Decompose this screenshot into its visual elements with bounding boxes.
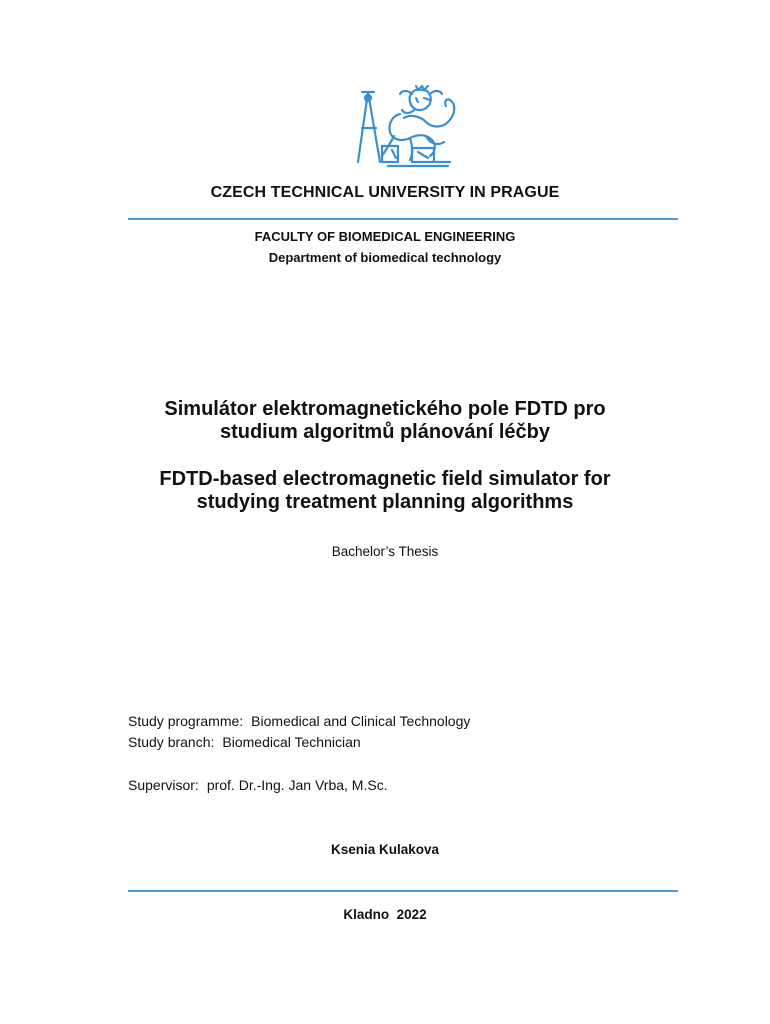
top-divider [128, 218, 678, 220]
czech-title-line-2: studium algoritmů plánování léčby [219, 421, 551, 443]
place-and-year: Kladno 2022 [343, 907, 427, 922]
department-name: Department of biomedical technology [268, 250, 502, 265]
ctu-lion-logo-icon [352, 84, 462, 170]
english-title-line-2: studying treatment planning algorithms [196, 491, 574, 513]
czech-title [0, 398, 770, 444]
university-name: CZECH TECHNICAL UNIVERSITY IN PRAGUE [210, 184, 560, 201]
study-programme-row [128, 713, 470, 729]
study-branch-label: Study branch: [128, 734, 215, 750]
english-title-line-1: FDTD-based electromagnetic field simulator for [159, 468, 611, 490]
author-name: Ksenia Kulakova [330, 842, 440, 857]
study-programme-label: Study programme: [128, 713, 244, 729]
supervisor-row [128, 777, 388, 793]
bottom-divider [128, 890, 678, 892]
faculty-name: FACULTY OF BIOMEDICAL ENGINEERING [254, 229, 516, 244]
english-title [0, 468, 770, 514]
study-programme-value: Biomedical and Clinical Technology [251, 713, 471, 729]
supervisor-value: prof. Dr.-Ing. Jan Vrba, M.Sc. [206, 777, 388, 793]
czech-title-line-1: Simulátor elektromagnetického pole FDTD pro [164, 398, 606, 420]
study-branch-row [128, 734, 361, 750]
supervisor-label: Supervisor: [128, 777, 199, 793]
thesis-type: Bachelor’s Thesis [331, 544, 439, 559]
study-branch-value: Biomedical Technician [222, 734, 361, 750]
